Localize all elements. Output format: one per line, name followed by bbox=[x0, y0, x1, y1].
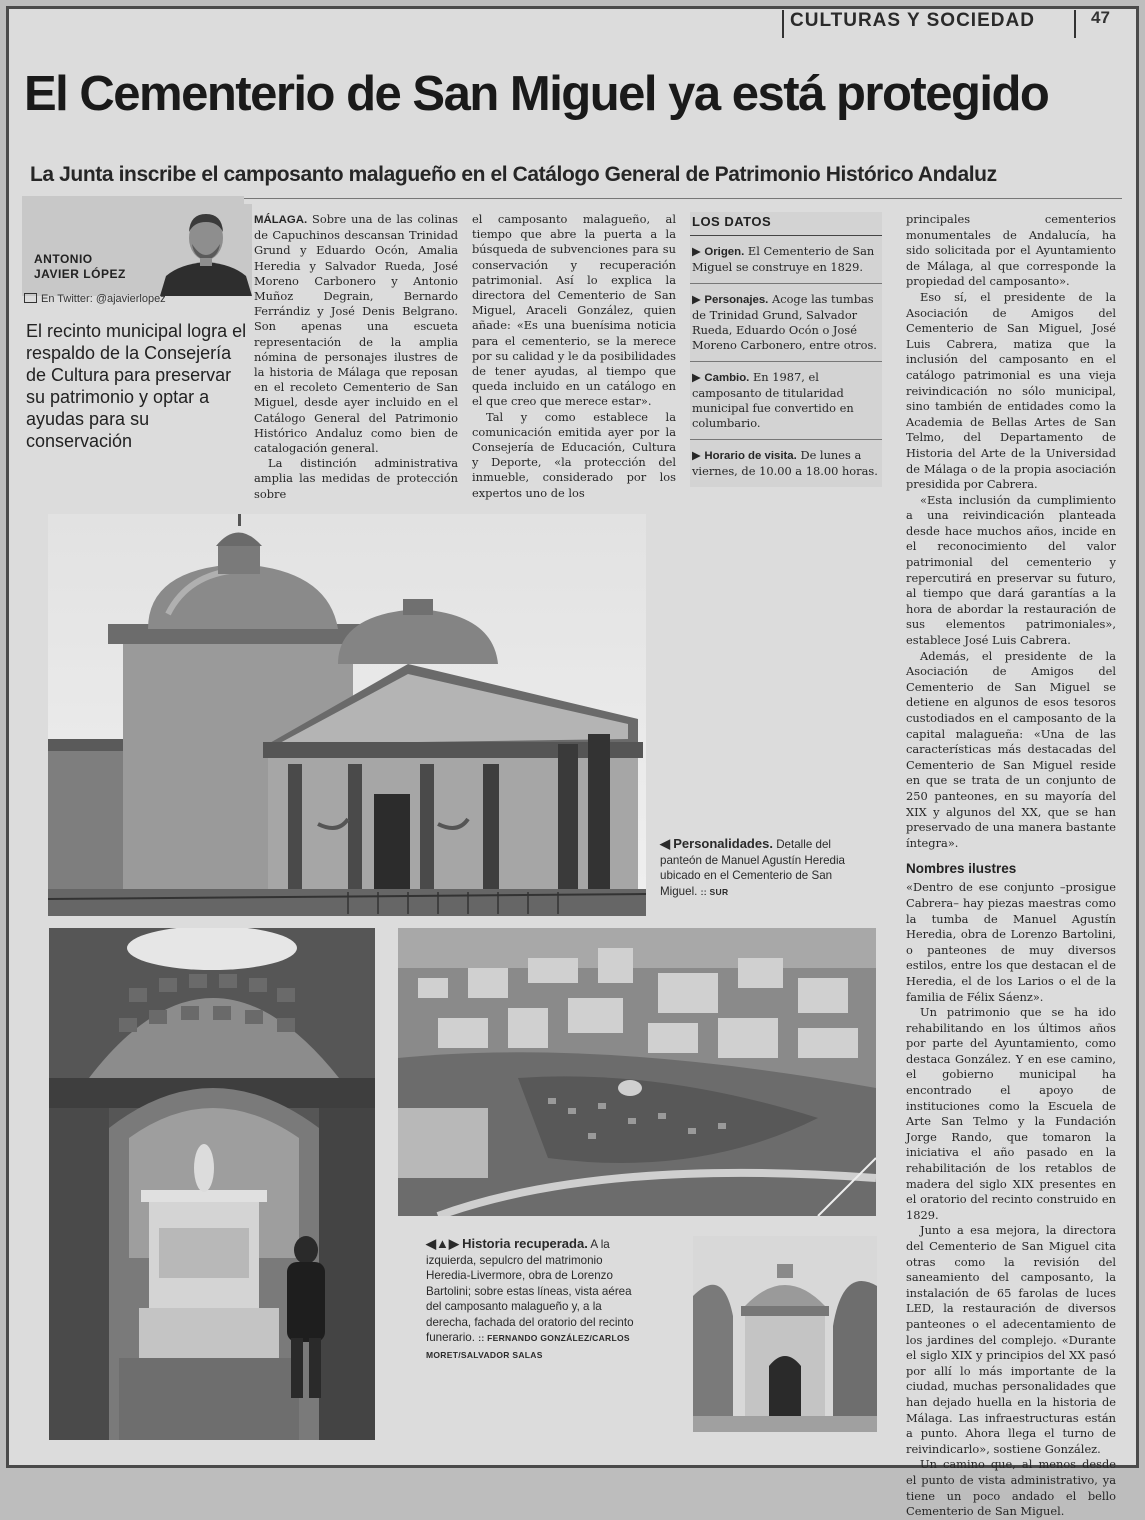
author-twitter: En Twitter: @ajavierlopez bbox=[24, 293, 166, 305]
arrow-left-icon: ◀ bbox=[660, 836, 670, 851]
subheading: Nombres ilustres bbox=[906, 861, 1017, 877]
facts-box bbox=[690, 212, 882, 487]
caption-personalidades: ◀ Personalidades. Detalle del panteón de Manuel Agustín Heredia ubicado en el Cementerio de San Miguel. :: SUR bbox=[660, 836, 845, 898]
section-divider bbox=[1074, 10, 1076, 38]
section-label: CULTURAS Y SOCIEDAD bbox=[790, 10, 1035, 31]
envelope-icon bbox=[24, 293, 37, 303]
dateline: MÁLAGA. bbox=[254, 214, 308, 226]
photo-tomb-interior bbox=[49, 928, 375, 1440]
author-box bbox=[22, 196, 244, 296]
page-number: 47 bbox=[1091, 8, 1110, 27]
article-column-2: el camposanto malagueño, al tiempo que abre la puerta a la búsqueda de subvenciones para su conservación y recuperación patrimonial. Así lo explica la directora del Cementerio de San Miguel, Araceli González, quien añade: «Es una buenísima noticia para el cementerio, se la merece por su calidad y le da posibilidades de tener ayudas, al tiempo que queda incluido en un catálogo en el que creo que merece estar». Tal y como establece la comunicación emitida ayer por la Consejería de Educación, Cultura y Deporte, «la protección del inmueble, considerado por los expertos uno de los bbox=[472, 212, 676, 500]
author-name: ANTONIO JAVIER LÓPEZ bbox=[34, 252, 126, 281]
author-portrait bbox=[160, 204, 252, 296]
photo-aerial-view bbox=[398, 928, 876, 1216]
fact-item: ▶ Cambio. En 1987, el camposanto de titularidad municipal fue convertido en columbario. bbox=[690, 362, 882, 440]
arrows-icon: ◀▲▶ bbox=[426, 1236, 459, 1251]
caption-historia: ◀▲▶ Historia recuperada. A la izquierda, sepulcro del matrimonio Heredia-Livermore, obra de Lorenzo Bartolini; sobre estas líneas, vista aérea del camposanto malagueño y, a la derecha, fachada del oratorio del recinto funerario. :: FERNANDO GONZÁLEZ/CARLOS MORET/SALVADOR SALAS bbox=[426, 1236, 634, 1360]
headline: El Cementerio de San Miguel ya está protegido bbox=[24, 67, 1049, 121]
photo-credit: :: SUR bbox=[700, 886, 729, 897]
photo-pantheon bbox=[48, 514, 646, 916]
section-divider bbox=[782, 10, 784, 38]
subheadline: La Junta inscribe el camposanto malagueño en el Catálogo General de Patrimonio Histórico Andaluz bbox=[30, 163, 997, 186]
photo-oratory-facade bbox=[693, 1236, 877, 1432]
fact-item: ▶ Personajes. Acoge las tumbas de Trinidad Grund, Salvador Rueda, Eduardo Ocón o José Moreno Carbonero, entre otros. bbox=[690, 284, 882, 362]
article-column-1: MÁLAGA. Sobre una de las colinas de Capuchinos descansan Trinidad Grund y Eduardo Ocón, Amalia Heredia y Salvador Rueda, José Moreno Carbonero y Antonio Muñoz Degrain, Bernardo Ferrándiz y José Denis Belgrano. Son apenas una escueta representación de la amplia nómina de personajes ilustres de la historia de Málaga que reposan en el recoleto Cementerio de San Miguel, desde ayer incluido en el Catálogo General del Patrimonio Histórico Andaluz como bien de catalogación general. La distinción administrativa amplia las medidas de protección sobre bbox=[254, 212, 458, 501]
photo-credit: :: FERNANDO GONZÁLEZ/CARLOS MORET/SALVADOR SALAS bbox=[426, 1333, 630, 1360]
article-column-4: principales cementerios monumentales de Andalucía, ha sido solicitada por el Ayuntamiento de Málaga, al que corresponde la propiedad del camposanto». Eso sí, el presidente de la Asociación de Amigos del Cementerio de San Miguel, José Luis Cabrera, matiza que la inclusión del camposanto en el catálogo patrimonial es una vieja reivindicación no sólo municipal, sino también de entidades como la Academia de Bellas Artes de San Telmo, del Departamento de Historia del Arte de la Universidad de Málaga o de la propia asociación presidida por Cabrera. «Esta inclusión da cumplimiento a una reivindicación planteada desde hace muchos años, incide en el reconocimiento del valor patrimonial del cementerio y repercutirá en preservar su futuro, al tiempo que dará garantías a la hora de abordar la restauración de sus elementos patrimoniales», establece José Luis Cabrera. Además, el presidente de la Asociación de Amigos del Cementerio de San Miguel se detiene en algunos de esos tesoros custodiados en el camposanto de la capital malagueña: «Una de las características más destacadas del Cementerio de San Miguel reside en que se trata de un conjunto de 250 panteones, en su mayoría del XIX y algunos del XX, que se han preservado de una manera bastante íntegra». Nombres ilustres «Dentro de ese conjunto –prosigue Cabrera– hay piezas maestras como la tumba de Manuel Agustín Heredia, obra de Lorenzo Bartolini, o panteones de muy diversos estilos, entre los que destacan el de Heredia, el de los Larios o el de la familia de Félix Sáenz». Un patrimonio que se ha ido rehabilitando en los últimos años por parte del Ayuntamiento, como destaca González. Y en ese camino, el gobierno municipal ha encontrado el apoyo de instituciones como la Escuela de Arte San Telmo y la Fundación Jorge Rando, que tomaron la iniciativa el año pasado en la rehabilitación de los retablos de madera del siglo XIX presentes en el oratorio del recinto construido en 1829. Junto a esa mejora, la directora del Cementerio de San Miguel cita otras como la revisión del saneamiento del camposanto, la instalación de 65 farolas de luces LED, la restauración de diversos panteones o el adecentamiento de los jardines del complejo. «Durante el siglo XIX y principios del XX pasó por allí lo más importante de la ciudad, muchas personalidades que han dejado huella en la historia de Málaga. Las infraestructuras están a punto. Ahora llega el turno de reivindicarlo», sostiene González. Un camino que, al menos desde el punto de vista administrativo, ya tiene un poco andado el bello Cementerio de San Miguel. bbox=[906, 212, 1116, 1519]
fact-item: ▶ Horario de visita. De lunes a viernes, de 10.00 a 18.00 horas. bbox=[692, 448, 878, 478]
facts-title: LOS DATOS bbox=[690, 212, 882, 236]
article-deck: El recinto municipal logra el respaldo de la Consejería de Cultura para preservar su patrimonio y optar a ayudas para su conservación bbox=[26, 321, 247, 451]
fact-item: ▶ Origen. El Cementerio de San Miguel se construye en 1829. bbox=[690, 236, 882, 284]
